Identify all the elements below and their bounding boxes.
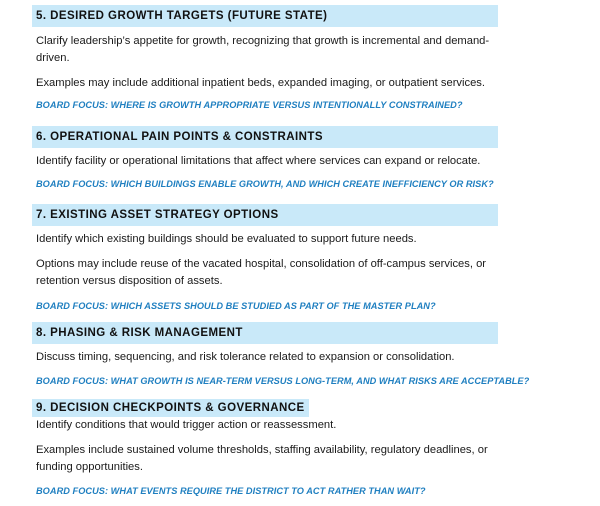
section-8 [32, 322, 530, 388]
board-focus: BOARD FOCUS: WHERE IS GROWTH APPROPRIATE VERSUS INTENTIONALLY CONSTRAINED? [36, 100, 463, 110]
section-paragraph: Clarify leadership’s appetite for growth, recognizing that growth is incremental and demand- driven. [36, 35, 490, 64]
board-focus: BOARD FOCUS: WHAT EVENTS REQUIRE THE DISTRICT TO ACT RATHER THAN WAIT? [36, 486, 426, 496]
section-paragraph: Identify conditions that would trigger action or reassessment. [36, 419, 337, 431]
section-paragraph: Discuss timing, sequencing, and risk tolerance related to expansion or consolidation. [36, 351, 455, 363]
section-5 [32, 5, 498, 112]
section-heading: 5. DESIRED GROWTH TARGETS (FUTURE STATE) [32, 5, 498, 27]
board-focus: BOARD FOCUS: WHICH ASSETS SHOULD BE STUDIED AS PART OF THE MASTER PLAN? [36, 301, 436, 311]
section-paragraph: Examples may include additional inpatient beds, expanded imaging, or outpatient services. [36, 77, 486, 89]
section-heading: 9. DECISION CHECKPOINTS & GOVERNANCE [32, 399, 309, 417]
section-heading: 7. EXISTING ASSET STRATEGY OPTIONS [32, 204, 498, 226]
board-focus: BOARD FOCUS: WHICH BUILDINGS ENABLE GROWTH, AND WHICH CREATE INEFFICIENCY OR RISK? [36, 179, 494, 189]
section-6 [32, 126, 498, 191]
section-paragraph: Examples include sustained volume thresholds, staffing availability, regulatory deadlines, or funding opportunities. [36, 444, 488, 473]
section-9 [32, 398, 498, 498]
section-paragraph: Identify facility or operational limitations that affect where services can expand or relocate. [36, 155, 481, 167]
section-7 [32, 204, 498, 313]
section-heading: 6. OPERATIONAL PAIN POINTS & CONSTRAINTS [32, 126, 498, 148]
section-paragraph: Options may include reuse of the vacated hospital, consolidation of off-campus services, or retention versus disposition of assets. [36, 258, 487, 287]
board-focus: BOARD FOCUS: WHAT GROWTH IS NEAR-TERM VERSUS LONG-TERM, AND WHAT RISKS ARE ACCEPTABLE? [36, 376, 530, 386]
section-paragraph: Identify which existing buildings should be evaluated to support future needs. [36, 233, 417, 245]
section-heading: 8. PHASING & RISK MANAGEMENT [32, 322, 498, 344]
